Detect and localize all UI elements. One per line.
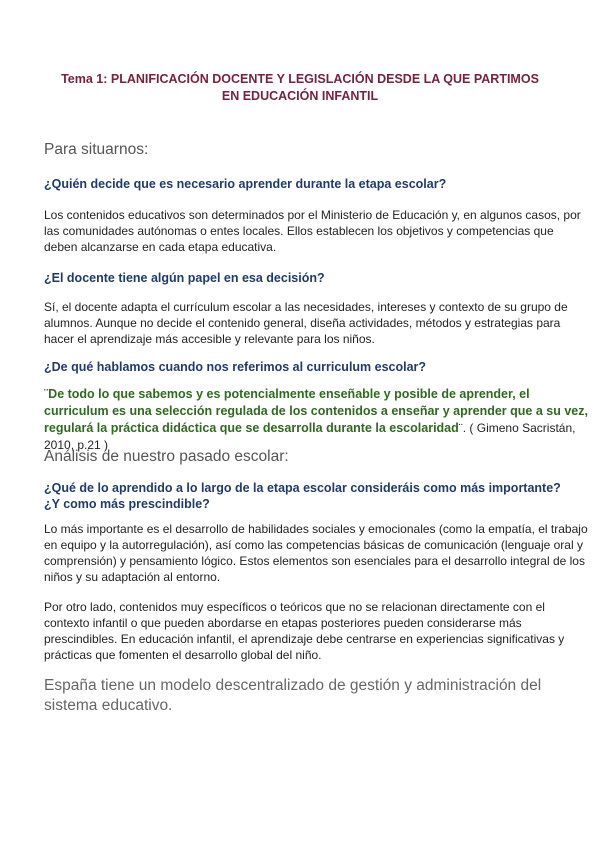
question-4: ¿Qué de lo aprendido a lo largo de la etapa escolar consideráis como más importante? ¿Y como más prescindible? [44, 481, 561, 511]
section-heading-analisis: Análisis de nuestro pasado escolar: [44, 448, 289, 465]
answer-4-paragraph-2: Por otro lado, contenidos muy específicos o teóricos que no se relacionan directamente con el contexto infantil o que pueden abordarse en etapas posteriores pueden considerarse más prescindibles. En educación infantil, el aprendizaje debe centrarse en experiencias significativas y prácticas que fomenten el desarrollo global del niño. [44, 600, 565, 662]
answer-2: Sí, el docente adapta el currículum escolar a las necesidades, intereses y contexto de su grupo de alumnos. Aunque no decide el contenido general, diseña actividades, métodos y estrategias para hacer el aprendizaje más accesible y relevante para los niños. [44, 300, 568, 346]
quote-citation: ¨. ( Gimeno Sacristán, 2010, p.21 ) [44, 421, 576, 452]
curriculum-quote-paragraph [44, 386, 589, 454]
answer-1: Los contenidos educativos son determinados por el Ministerio de Educación y, en algunos casos, por las comunidades autónomas o entes locales. Ellos establecen los objetivos y competencias que deben alcanzarse en cada etapa educativa. [44, 208, 581, 254]
question-3: ¿De qué hablamos cuando nos referimos al curriculum escolar? [44, 360, 427, 374]
closing-statement: España tiene un modelo descentralizado de gestión y administración del sistema educativo. [44, 677, 542, 714]
section-heading-situarnos: Para situarnos: [44, 141, 149, 158]
document-title: Tema 1: PLANIFICACIÓN DOCENTE Y LEGISLACIÓN DESDE LA QUE PARTIMOS EN EDUCACIÓN INFANTIL [61, 72, 539, 103]
question-2: ¿El docente tiene algún papel en esa decisión? [44, 271, 325, 285]
answer-4-paragraph-1: Lo más importante es el desarrollo de habilidades sociales y emocionales (como la empatía, el trabajo en equipo y la autorregulación), así como las competencias básicas de comunicación (lenguaje oral y comprensión) y pensamiento lógico. Estos elementos son esenciales para el desarrollo integral de los niños y su adaptación al entorno. [44, 522, 588, 584]
curriculum-quote: ¨De todo lo que sabemos y es potencialmente enseñable y posible de aprender, el curriculum es una selección regulada de los contenidos a enseñar y aprender que a su vez, regulará la práctica didáctica que se desarrolla durante la escolaridad [44, 387, 588, 435]
question-1: ¿Quién decide que es necesario aprender durante la etapa escolar? [44, 177, 447, 191]
